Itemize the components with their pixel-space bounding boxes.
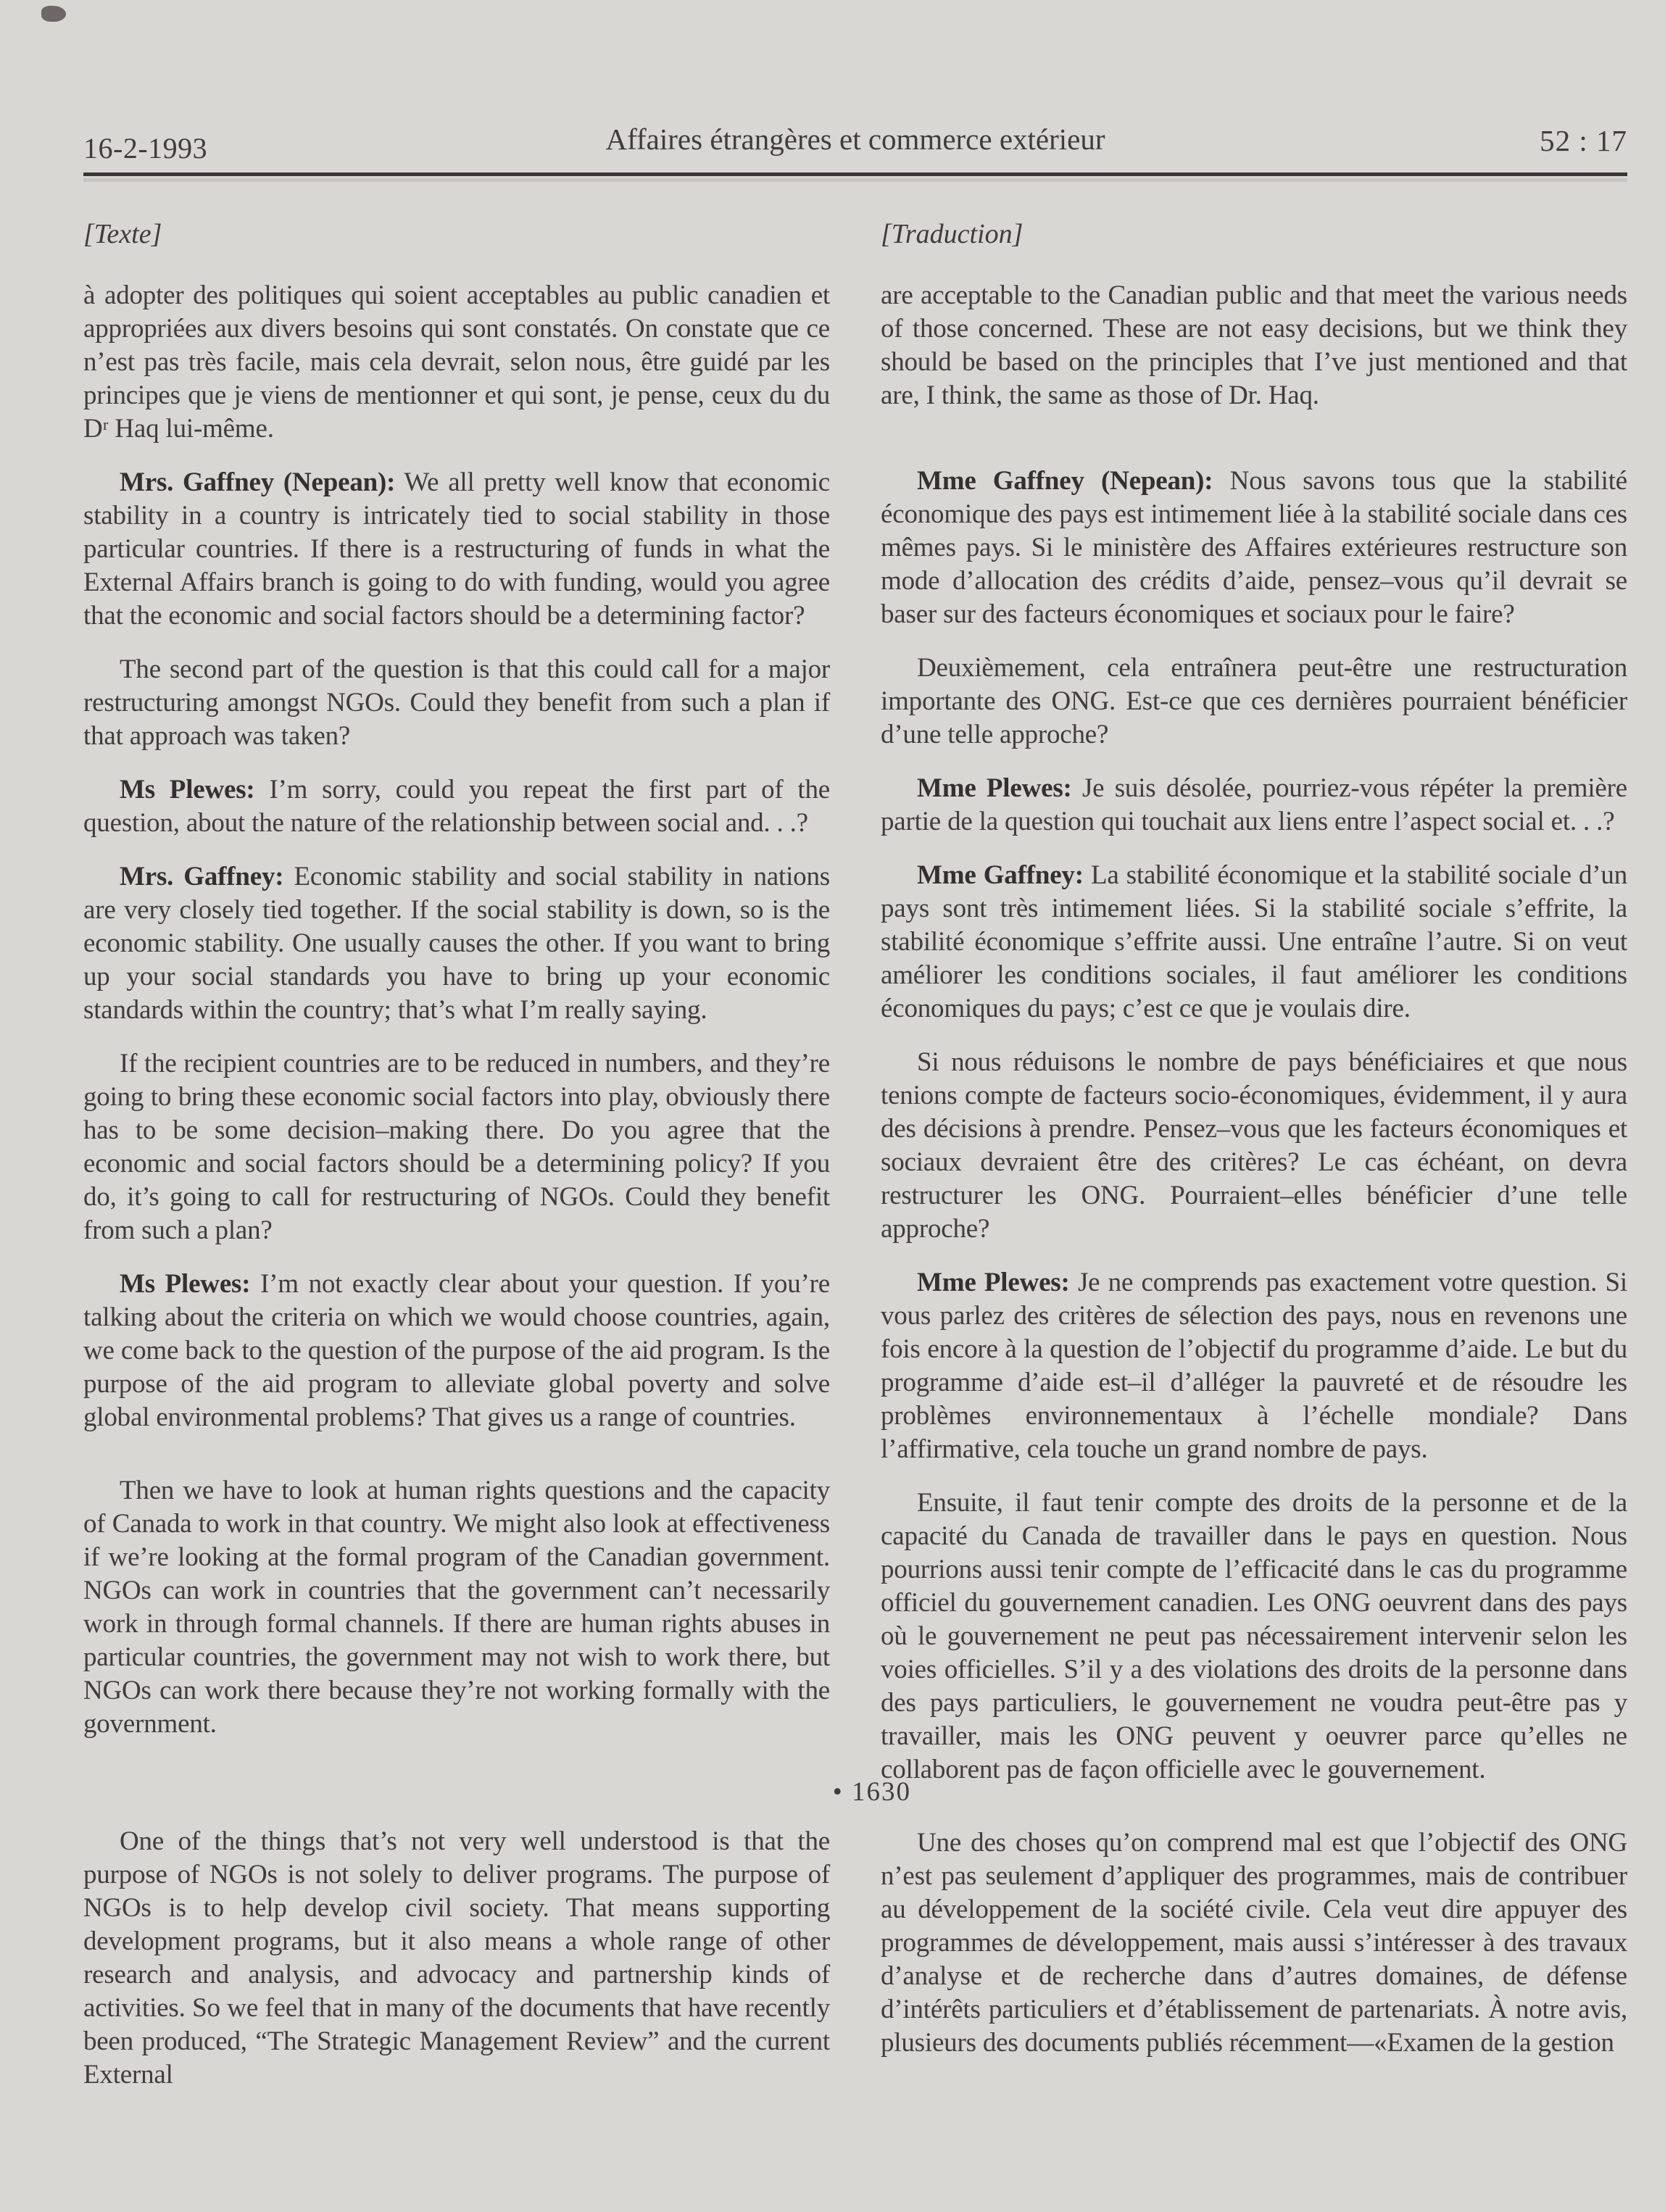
two-column-body xyxy=(83,279,1627,2092)
paragraph xyxy=(881,1046,1627,1246)
speaker-name: Ms Plewes: xyxy=(120,1269,251,1299)
paragraph xyxy=(881,279,1627,412)
speaker-name: Ms Plewes: xyxy=(120,775,255,804)
paragraph-text: The second part of the question is that this could call for a major restructuring amongst NGOs. Could they benefit from such a plan if that approach was taken? xyxy=(83,654,830,751)
paragraph-text: Je ne comprends pas exactement votre question. Si vous parlez des critères de sélection des pays, nous en revenons une fois encore à la question de l’objectif du programme d’aide. Le but du programme d’aide est–il d’alléger la pauvreté et de résoudre les problèmes environnementaux à l’échelle mondiale? Dans l’affirmative, cela touche un grand nombre de pays. xyxy=(881,1268,1627,1464)
traduction-column-label: [Traduction] xyxy=(881,219,1024,249)
header-title: Affaires étrangères et commerce extérieur xyxy=(605,122,1105,156)
paragraph-text: Si nous réduisons le nombre de pays bénéficiaires et que nous tenions compte de facteurs socio-économiques, évidemment, il y aura des décisions à prendre. Pensez–vous que les facteurs économiques et sociaux devraient être des critères? Le cas échéant, on devra restructurer les ONG. Pourraient–elles bénéficier d’une telle approche? xyxy=(881,1047,1627,1244)
header-rule xyxy=(83,172,1627,176)
paragraph xyxy=(881,1266,1627,1466)
paragraph-text: Une des choses qu’on comprend mal est que l’objectif des ONG n’est pas seulement d’appliquer des programmes, mais de contribuer au développement de la société civile. Cela veut dire appuyer des programmes de développement, mais aussi s’intéresser à des travaux d’analyse et de recherche dans d’autres domaines, de défense d’intérêts particuliers et d’établissement de partenariats. À notre avis, plusieurs des documents publiés récemment—«Examen de la gestion xyxy=(881,1828,1627,2058)
paragraph xyxy=(83,1825,830,2092)
speaker-name: Mme Gaffney (Nepean): xyxy=(917,466,1213,496)
header-date: 16-2-1993 xyxy=(83,132,208,165)
paragraph-text: are acceptable to the Canadian public and that meet the various needs of those concerned. These are not easy decisions, but we think they should be based on the principles that I’ve just mentioned and that are, I think, the same as those of Dr. Haq. xyxy=(881,280,1627,410)
column-labels xyxy=(83,218,1627,250)
paragraph xyxy=(83,1047,830,1247)
page-content xyxy=(83,0,1627,2092)
speaker-name: Mrs. Gaffney (Nepean): xyxy=(120,467,396,497)
paragraph-text: Deuxièmement, cela entraînera peut-être une restructuration importante des ONG. Est-ce que ces dernières pourraient bénéficier d’une telle approche? xyxy=(881,653,1627,749)
paragraph xyxy=(881,652,1627,752)
speaker-name: Mme Plewes: xyxy=(917,1268,1070,1297)
paragraph-text: I’m sorry, could you repeat the first part of the question, about the nature of the relationship between social and. . .? xyxy=(83,775,830,838)
page-header xyxy=(83,110,1627,165)
traduction-column xyxy=(881,279,1627,2092)
paragraph-text: à adopter des politiques qui soient acceptables au public canadien et appropriées aux divers besoins qui sont constatés. On constate que ce n’est pas très facile, mais cela devrait, selon nous, être guidé par les principes que je viens de mentionner et qui sont, je pense, ceux du du Dʳ Haq lui-même. xyxy=(83,280,830,444)
texte-column-label: [Texte] xyxy=(83,219,162,249)
paragraph-text: If the recipient countries are to be reduced in numbers, and they’re going to bring these economic social factors into play, obviously there has to be some decision–making there. Do you agree that the economic and social factors should be a determining policy? If you do, it’s going to call for restructuring of NGOs. Could they benefit from such a plan? xyxy=(83,1049,830,1245)
paragraph-text: Je suis désolée, pourriez-vous répéter la première partie de la question qui touchait aux liens entre l’aspect social et. . .? xyxy=(881,773,1627,836)
paragraph-text: We all pretty well know that economic stability in a country is intricately tied to social stability in those particular countries. If there is a restructuring of funds in what the External Affairs branch is going to do with funding, would you agree that the economic and social factors should be a determining factor? xyxy=(83,467,831,631)
paragraph xyxy=(83,1268,830,1434)
header-page-number: 52 : 17 xyxy=(1540,124,1627,157)
texte-column xyxy=(83,279,911,2092)
paragraph-text: I’m not exactly clear about your question. If you’re talking about the criteria on which we would choose countries, again, we come back to the question of the purpose of the aid program. Is the purpose of the aid program to alleviate global poverty and solve global environmental problems? That gives us a range of countries. xyxy=(83,1269,830,1432)
paragraph-text: Then we have to look at human rights questions and the capacity of Canada to work in that country. We might also look at effectiveness if we’re looking at the formal program of the Canadian government. NGOs can work in countries that the government can’t necessarily work in through formal channels. If there are human rights abuses in particular countries, the government may not wish to work there, but NGOs can work there because they’re not working formally with the government. xyxy=(83,1476,830,1739)
paragraph xyxy=(881,772,1627,839)
paragraph-text: Ensuite, il faut tenir compte des droits de la personne et de la capacité du Canada de travailler dans le pays en question. Nous pourrions aussi tenir compte de l’efficacité dans le cas du programme officiel du gouvernement canadien. Les ONG oeuvrent dans des pays où le gouvernement ne peut pas nécessairement intervenir selon les voies officielles. S’il y a des violations des droits de la personne dans des pays particuliers, le gouvernement ne voudra peut-être pas y travailler, mais les ONG peuvent y oeuvrer parce qu’elles ne collaborent pas de façon officielle avec le gouvernement. xyxy=(881,1488,1627,1784)
paragraph xyxy=(83,1474,830,1741)
paragraph xyxy=(83,653,830,753)
paragraph xyxy=(881,465,1627,631)
paragraph-text: Nous savons tous que la stabilité économique des pays est intimement liée à la stabilité sociale dans ces mêmes pays. Si le ministère des Affaires extérieures restructure son mode d’allocation des crédits d’aide, pensez–vous qu’il devrait se baser sur des facteurs économiques et sociaux pour le faire? xyxy=(881,466,1627,629)
paragraph xyxy=(83,773,830,840)
speaker-name: Mme Gaffney: xyxy=(917,860,1084,890)
speaker-name: Mme Plewes: xyxy=(917,773,1072,803)
speaker-name: Mrs. Gaffney: xyxy=(120,862,284,891)
paragraph-text: La stabilité économique et la stabilité sociale d’un pays sont très intimement liées. Si la stabilité sociale s’effrite, la stabilité économique s’effrite aussi. Une entraîne l’autre. Si on veut améliorer les conditions sociales, il faut améliorer les conditions économiques du pays; c’est ce que je voulais dire. xyxy=(881,860,1627,1023)
paragraph xyxy=(881,1487,1627,1787)
scan-smudge xyxy=(41,6,66,22)
paragraph-text: One of the things that’s not very well understood is that the purpose of NGOs is not solely to deliver programs. The purpose of NGOs is to help develop civil society. That means supporting development programs, but it also means a whole range of other research and analysis, and advocacy and partnership kinds of activities. So we feel that in many of the documents that have recently been produced, “The Strategic Management Review” and the current External xyxy=(83,1826,830,2090)
paragraph xyxy=(881,1826,1627,2060)
paragraph xyxy=(83,466,830,633)
paragraph-text: Economic stability and social stability in nations are very closely tied together. If the social stability is down, so is the economic stability. One usually causes the other. If you want to bring up your social standards you have to bring up your economic standards within the country; that’s what I’m really saying. xyxy=(83,862,830,1025)
time-marker: • 1630 xyxy=(832,1777,911,1807)
paragraph xyxy=(881,859,1627,1026)
paragraph xyxy=(83,279,830,446)
paragraph xyxy=(83,860,830,1027)
